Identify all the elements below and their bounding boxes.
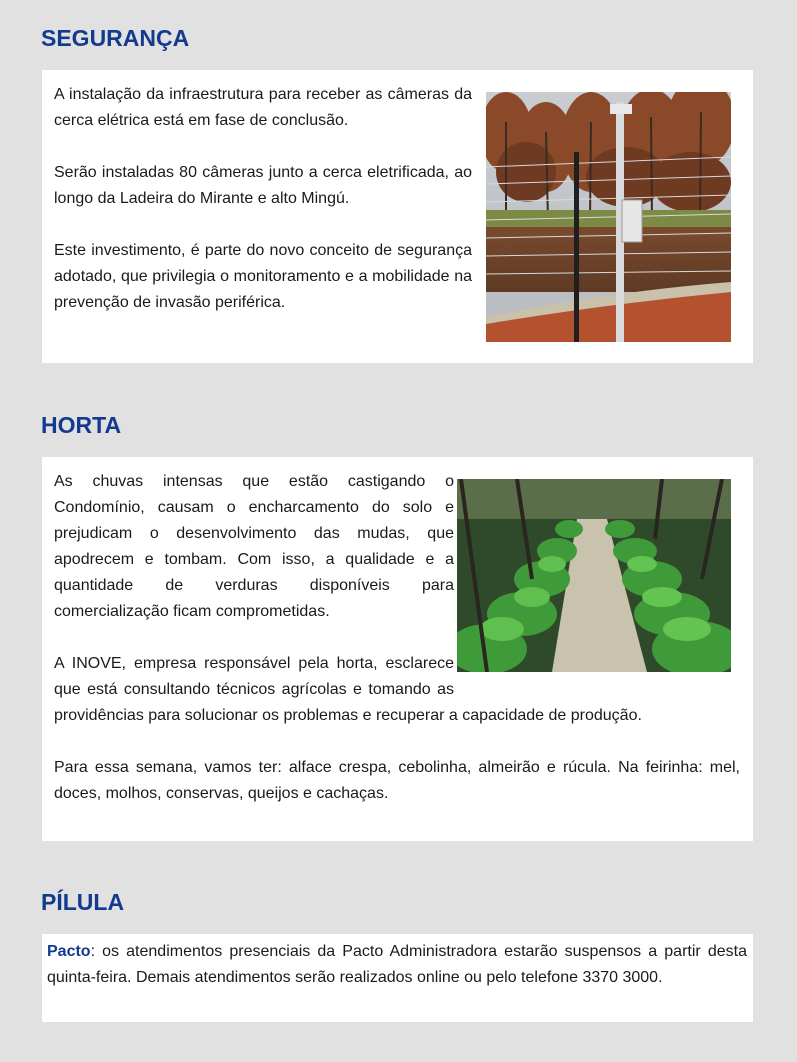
electric-fence-photo [486,92,731,342]
section-title-pilula: PÍLULA [41,889,125,915]
pilula-lead: Pacto [47,943,91,960]
security-card [42,70,753,363]
pilula-text [47,939,747,991]
garden-paragraph-3: Para essa semana, vamos ter: alface crespa, cebolinha, almeirão e rúcula. Na feirinha: mel, doces, molhos, conservas, queijos e cachaças. [54,759,740,802]
security-text [54,82,472,316]
garden-text [54,469,740,807]
security-paragraph-3: Este investimento, é parte do novo conceito de segurança adotado, que privilegia o monitoramento e a mobilidade na prevenção de invasão periférica. [54,242,472,311]
section-title-seguranca: SEGURANÇA [41,25,190,51]
image-spacer [454,469,740,681]
security-paragraph-2: Serão instaladas 80 câmeras junto a cerca eletrificada, ao longo da Ladeira do Mirante e alto Mingú. [54,164,472,207]
security-paragraph-1: A instalação da infraestrutura para receber as câmeras da cerca elétrica está em fase de conclusão. [54,86,472,129]
pilula-body: : os atendimentos presenciais da Pacto Administradora estarão suspensos a partir desta quinta-feira. Demais atendimentos serão realizados online ou pelo telefone 3370 3000. [47,943,747,986]
garden-paragraph-2: A INOVE, empresa responsável pela horta, esclarece que está consultando técnicos agrícolas e tomando as providências para solucionar os problemas e recuperar a capacidade de produção. [54,655,642,724]
pilula-card [42,934,753,1022]
garden-card [42,457,753,841]
section-title-horta: HORTA [41,412,122,438]
garden-paragraph-1: As chuvas intensas que estão castigando o Condomínio, causam o encharcamento do solo e prejudicam o desenvolvimento das mudas, que apodrecem e tombam. Com isso, a qualidade e a quantidade de verduras disponíveis para comercialização ficam comprometidas. [54,473,454,620]
